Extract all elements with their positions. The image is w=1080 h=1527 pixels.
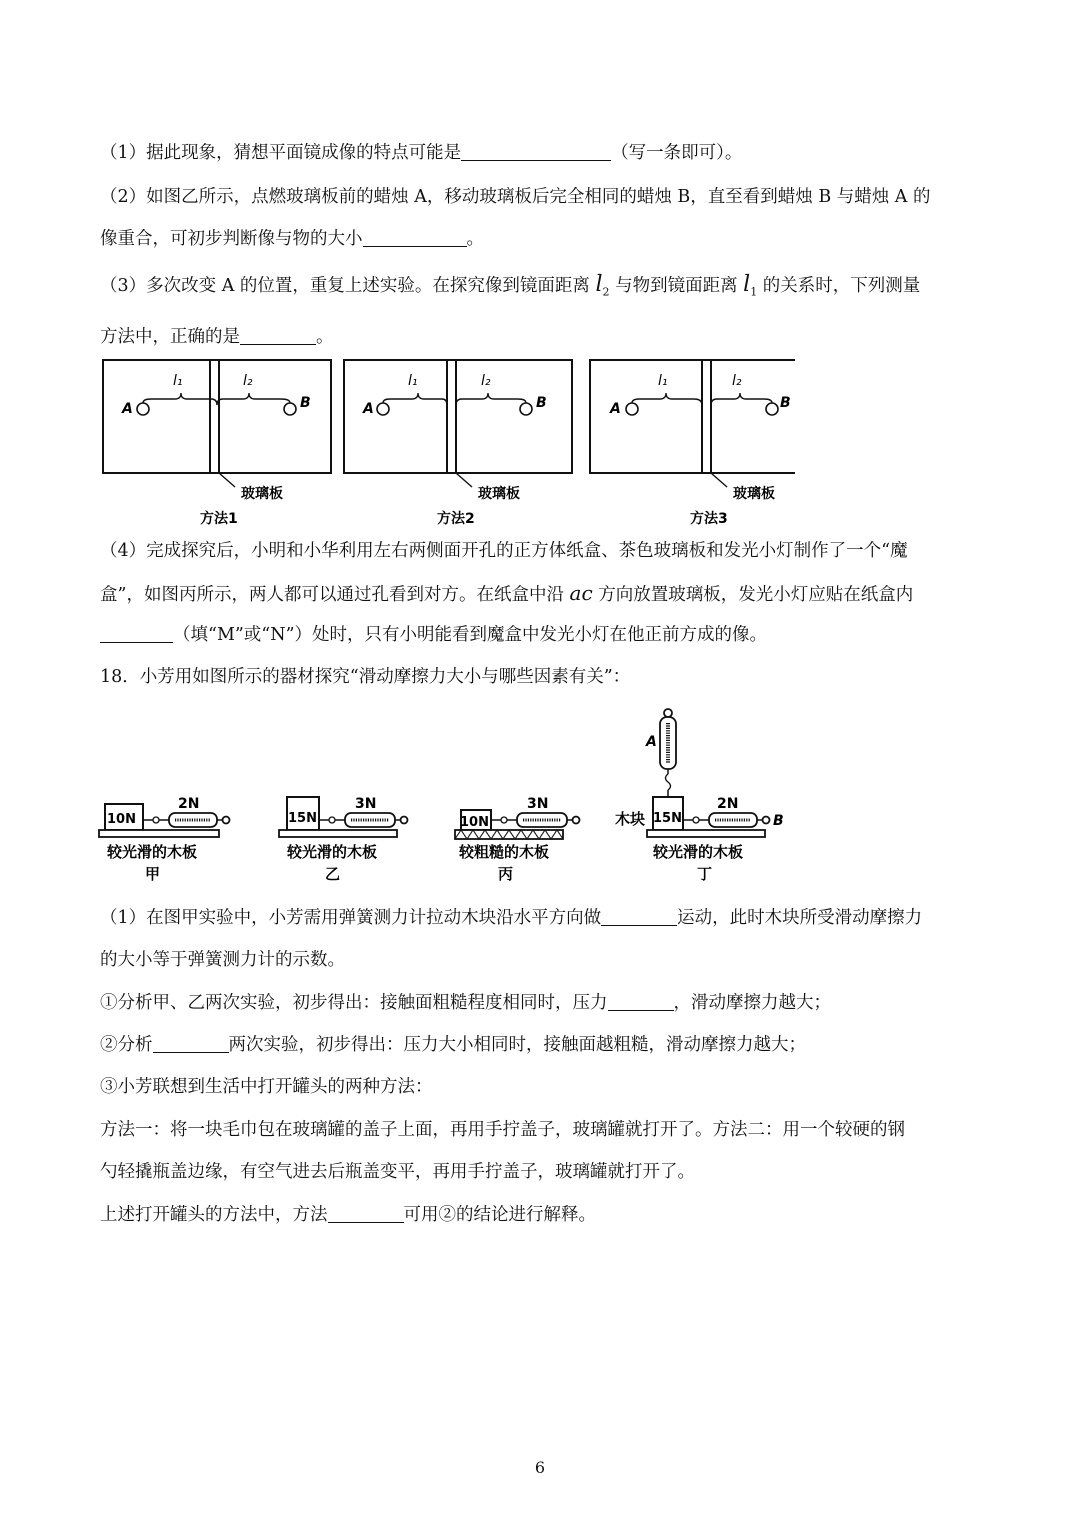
candle-b-label: B [300, 395, 311, 411]
answer-blank[interactable] [608, 992, 674, 1011]
force-label: 2N [717, 796, 739, 812]
weight-label: 10N [460, 815, 489, 830]
surface-label: 较光滑的木板 [653, 843, 744, 861]
q18-conclusion-2: ②分析 两次实验，初步得出：压力大小相同时，接触面越粗糙，滑动摩擦力越大； [100, 1035, 806, 1055]
q17-part4-line1: （4）完成探究后，小明和小华利用左右两侧面开孔的正方体纸盒、茶色玻璃板和发光小灯制作了一个“魔 [100, 541, 908, 561]
answer-blank[interactable] [601, 907, 677, 926]
method-caption: 方法3 [690, 511, 728, 527]
q17-part1: （1）据此现象，猜想平面镜成像的特点可能是 （写一条即可）。 [100, 143, 743, 163]
method-3-figure [590, 360, 795, 527]
l2-label: l₂ [243, 373, 253, 389]
answer-blank[interactable] [328, 1204, 404, 1223]
q18-part1-line2: 的大小等于弹簧测力计的示数。 [100, 950, 345, 970]
l1-label: l₁ [173, 373, 183, 389]
figure-label: 丁 [697, 865, 713, 883]
q18-conclusion-1: ①分析甲、乙两次实验，初步得出：接触面粗糙程度相同时，压力 ，滑动摩擦力越大； [100, 993, 831, 1013]
force-label: 3N [527, 796, 549, 812]
candle-b-label: B [780, 395, 791, 411]
l1-label: l₁ [658, 373, 668, 389]
method-1-figure [103, 360, 331, 527]
answer-blank[interactable] [100, 624, 173, 643]
q18-methods-line2: 勺轻撬瓶盖边缘，有空气进去后瓶盖变平，再用手拧盖子，玻璃罐就打开了。 [100, 1162, 695, 1182]
figure-label: 甲 [145, 865, 161, 883]
q17-part4-line2: 盒”，如图丙所示，两人都可以通过孔看到对方。在纸盒中沿 ac 方向放置玻璃板，发光小灯应贴在纸盒内 [100, 581, 914, 605]
friction-figures [95, 700, 815, 888]
q17-part2-line2: 像重合，可初步判断像与物的大小 。 [100, 229, 484, 249]
surface-label: 较光滑的木板 [107, 843, 198, 861]
method-caption: 方法2 [437, 511, 475, 527]
figure-ding [615, 709, 784, 883]
q17-part2-line1: （2）如图乙所示，点燃玻璃板前的蜡烛 A，移动玻璃板后完全相同的蜡烛 B，直至看到蜡烛 B 与蜡烛 A 的 [100, 187, 931, 207]
q18-methods-line1: 方法一：将一块毛巾包在玻璃罐的盖子上面，再用手拧盖子，玻璃罐就打开了。方法二：用一个较硬的钢 [100, 1120, 905, 1140]
point-b-label: B [773, 813, 784, 829]
answer-blank[interactable] [153, 1034, 229, 1053]
glass-label: 玻璃板 [733, 486, 775, 502]
method-caption: 方法1 [200, 511, 238, 527]
l2-label: l₂ [481, 373, 491, 389]
figure-bing [455, 796, 580, 883]
figure-jia [99, 796, 230, 883]
weight-label: 15N [653, 811, 682, 826]
l2-label: l₂ [732, 373, 742, 389]
l1-label: l₁ [408, 373, 418, 389]
figure-yi [279, 796, 408, 883]
block-label: 木块 [615, 810, 646, 828]
glass-label: 玻璃板 [478, 486, 520, 502]
q17-part4-line3: （填“M”或“N”）处时，只有小明能看到魔盒中发光小灯在他正前方成的像。 [100, 622, 985, 648]
figure-label: 乙 [325, 865, 341, 883]
scale-a-label: A [646, 734, 657, 750]
answer-blank[interactable] [363, 228, 467, 247]
weight-label: 10N [107, 812, 136, 827]
q18-last: 上述打开罐头的方法中，方法 可用②的结论进行解释。 [100, 1205, 596, 1225]
page-number: 6 [534, 1458, 546, 1477]
weight-label: 15N [288, 811, 317, 826]
force-label: 2N [178, 796, 200, 812]
answer-blank[interactable] [461, 142, 611, 161]
candle-b-label: B [536, 395, 547, 411]
q18-part1-line1: （1）在图甲实验中，小芳需用弹簧测力计拉动木块沿水平方向做 运动，此时木块所受滑动摩擦力 [100, 908, 923, 928]
q17-part3-line1: （3）多次改变 A 的位置，重复上述实验。在探究像到镜面距离 $l_2$ 与物到镜面距离 $l_1$ 的关系时，下列测量 [100, 272, 921, 299]
figure-label: 丙 [498, 865, 514, 883]
candle-a-label: A [122, 401, 133, 417]
q18-title: 18．小芳用如图所示的器材探究“滑动摩擦力大小与哪些因素有关”： [100, 667, 631, 687]
candle-a-label: A [610, 401, 621, 417]
surface-label: 较光滑的木板 [287, 843, 378, 861]
method-figures [95, 355, 795, 530]
answer-blank[interactable] [240, 326, 316, 345]
q17-part3-line2: 方法中，正确的是 。 [100, 327, 334, 347]
candle-a-label: A [363, 401, 374, 417]
method-2-figure [344, 360, 572, 527]
glass-label: 玻璃板 [241, 486, 283, 502]
force-label: 3N [355, 796, 377, 812]
q18-conclusion-3: ③小芳联想到生活中打开罐头的两种方法： [100, 1077, 433, 1097]
surface-label: 较粗糙的木板 [459, 843, 550, 861]
